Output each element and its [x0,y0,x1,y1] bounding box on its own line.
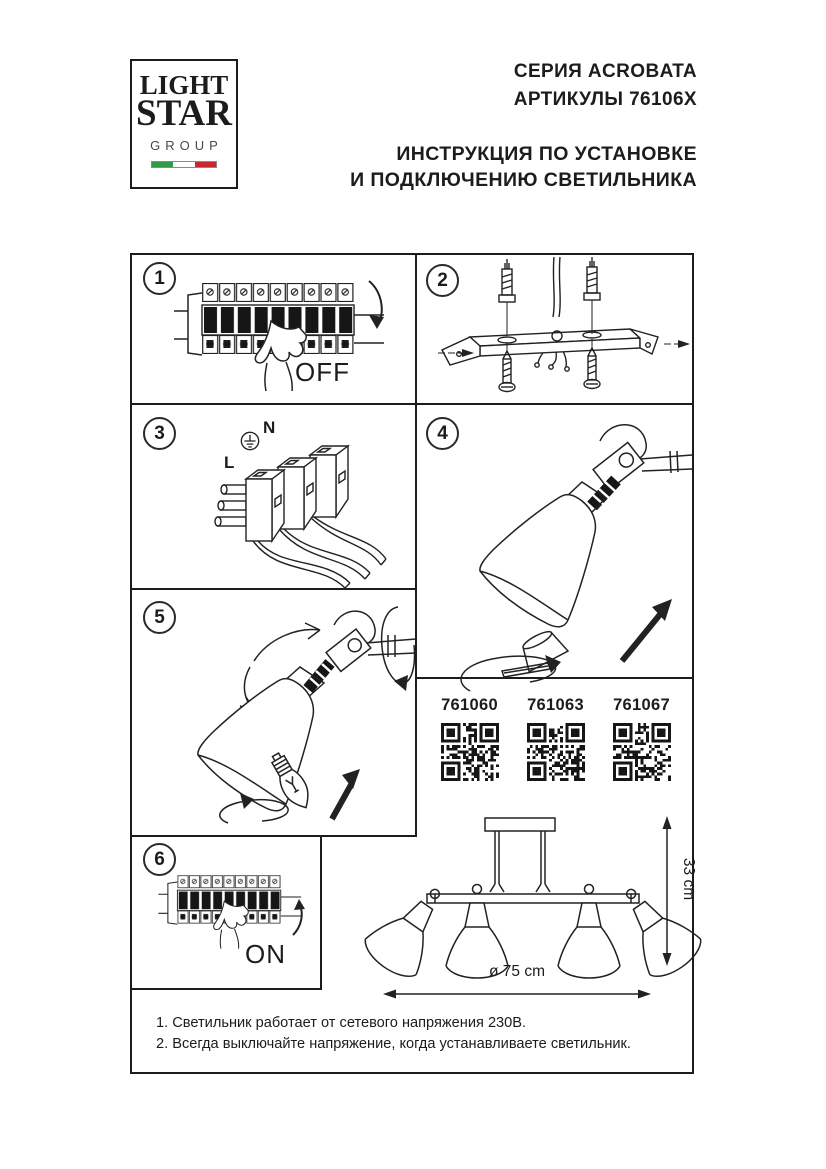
height-dimension-label: 33 cm [680,857,697,901]
step-1-number: 1 [154,267,165,289]
swivel-arrow [254,623,320,661]
bracket-mounting-illustration [432,257,692,400]
qr-code-image [527,723,585,781]
cable [310,517,386,565]
qr-code-image [441,723,499,781]
step-2-number: 2 [437,269,448,291]
brand-logo-light: LIGHT [139,70,229,100]
mount-arm [640,451,692,473]
instruction-title-line2: И ПОДКЛЮЧЕНИЮ СВЕТИЛЬНИКА [350,169,697,191]
product-item [610,696,674,781]
terminal-connector [246,470,284,541]
mounting-bracket [442,329,658,365]
qr-code-image [613,723,671,781]
instruction-title [350,141,697,193]
flag-green-stripe [152,162,173,167]
pivot-bracket [326,629,371,671]
step-5-number: 5 [154,606,165,628]
terminal-block-illustration [174,417,404,589]
step-3-badge [143,417,176,450]
step-4-number: 4 [437,422,448,444]
product-item [438,696,502,781]
brand-logo [130,59,238,189]
breaker-on-illustration [157,863,327,973]
step-6-number: 6 [154,848,165,870]
wall-plug-left [499,259,515,336]
safety-notes [156,1013,631,1054]
bold-arrow-up-right-icon [622,599,672,661]
cable [279,529,370,579]
product-code: 761063 [527,696,584,714]
on-label: ON [245,939,286,969]
brand-logo-star: STAR [136,93,232,134]
instruction-title-line1: ИНСТРУКЦИЯ ПО УСТАНОВКЕ [396,143,697,165]
bulb-install-illustration [136,597,416,835]
arrow-right-icon [678,340,690,348]
fixture-dimensions-illustration [327,808,697,1013]
series-title: СЕРИЯ ACROBATA [513,61,697,82]
curved-arrow-up-icon [293,899,305,935]
document-header [350,58,697,193]
product-qr-section [417,680,694,781]
ceiling-wires [553,257,560,317]
terminal-n-label: N [263,418,276,437]
divider-row1 [132,403,692,405]
wire-stubs [215,485,246,526]
product-code: 761060 [441,696,498,714]
step-3-number: 3 [154,422,165,444]
rotate-ellipse-vertical [382,607,415,683]
product-item [524,696,588,781]
italy-flag-icon [151,161,217,168]
note-line-2: 2. Всегда выключайте напряжение, когда устанавливаете светильник. [156,1035,631,1052]
flag-white-stripe [173,162,194,167]
wall-plug-right [584,257,600,334]
steps-board [130,253,697,1074]
product-code: 761067 [613,696,670,714]
flag-red-stripe [195,162,216,167]
note-line-1: 1. Светильник работает от сетевого напряжения 230В. [156,1015,527,1031]
ceiling-plate [485,818,555,831]
terminal-l-label: L [224,453,235,472]
panel6-bottom-border [132,988,322,990]
curved-arrow-down-icon [369,281,384,329]
rotate-arrowhead-icon [394,675,408,691]
brand-logo-group: GROUP [150,138,223,153]
lamp-shade [480,495,596,627]
shade-assembly-illustration [424,409,692,675]
breaker-off-illustration [172,265,402,395]
diameter-dimension-label: ø 75 cm [489,963,545,980]
cross-bar [427,894,639,903]
stems [495,831,545,884]
off-label: OFF [295,357,350,387]
divider-row2-right [415,677,692,679]
articles-title: АРТИКУЛЫ 76106X [513,89,697,110]
